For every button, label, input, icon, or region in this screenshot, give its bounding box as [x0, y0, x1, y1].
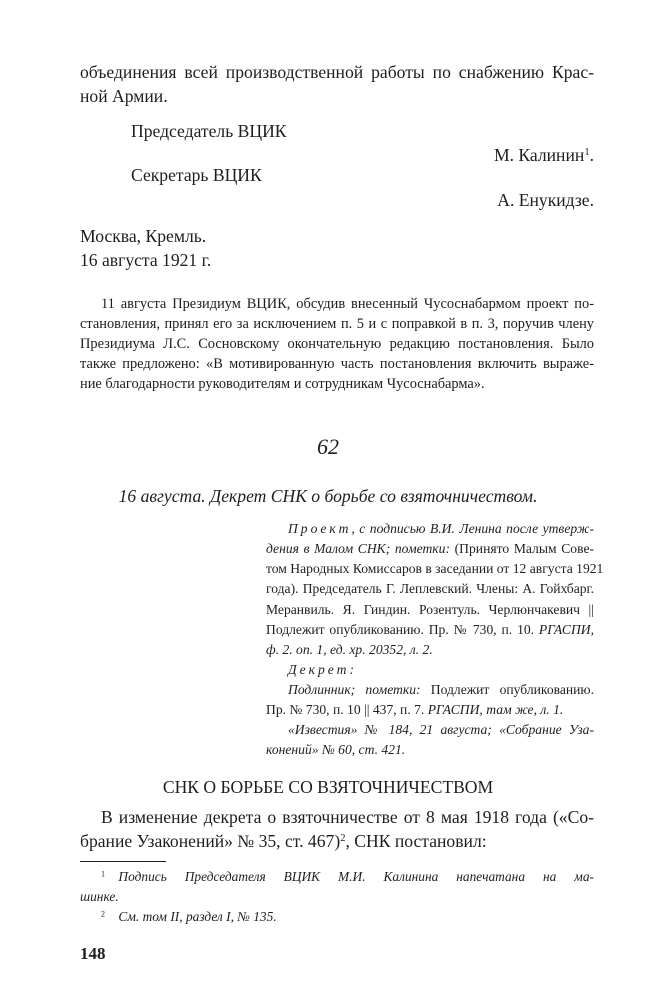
editorial-note-line: 11 августа Президиум ВЦИК, обсудив внесенный Чусоснабармом проект по-	[101, 296, 594, 312]
footnote-divider	[80, 861, 166, 862]
body-text-line: ной Армии.	[80, 86, 168, 106]
editorial-note-line: также предложено: «В мотивированную часть постановления включить выраже-	[80, 356, 594, 372]
source-note-line: Меранвиль. Я. Гиндин. Розентуль. Черлюнчакевич ||	[266, 602, 594, 617]
footnote-1: $^1$ Подпись Председателя ВЦИК М.И. Калинина напечатана на ма-	[101, 869, 594, 884]
source-note-line: ф. 2. оп. 1, ед. хр. 20352, л. 2.	[266, 642, 433, 657]
signature-chair-title: Председатель ВЦИК	[131, 121, 287, 141]
source-note-line: Декрет:	[288, 662, 357, 677]
source-note-line: Проект, с подписью В.И. Ленина после утверж-	[288, 521, 594, 536]
footnote-mark: 1	[584, 147, 590, 159]
decree-text-line: В изменение декрета о взяточничестве от 8 мая 1918 года («Со-	[101, 807, 594, 827]
signature-secretary-title: Секретарь ВЦИК	[131, 165, 262, 185]
source-note-line: Подлежит опубликованию. Пр. № 730, п. 10. РГАСПИ,	[266, 622, 594, 637]
signature-chair-name: М. Калинин$^1$.	[493, 145, 594, 165]
signature-secretary-name: А. Енукидзе.	[497, 190, 594, 210]
decree-text-line: брание Узаконений» № 35, ст. 467)$^2$, СНК постановил:	[80, 831, 487, 851]
date: 16 августа 1921 г.	[80, 250, 212, 270]
editorial-note-line: ние благодарности руководителям и сотрудникам Чусоснабарма».	[80, 376, 485, 392]
source-note-line: «Известия» № 184, 21 августа; «Собрание Уза-	[288, 722, 594, 737]
document-heading: 16 августа. Декрет СНК о борьбе со взяточничеством.	[118, 486, 538, 506]
editorial-note-line: становления, принял его за исключением п. 5 и с поправкой в п. 3, поручив члену	[80, 316, 594, 332]
footnote-2: $^2$ См. том II, раздел I, № 135.	[101, 909, 277, 924]
source-note-line: том Народных Комиссаров в заседании от 12 августа 1921	[266, 561, 604, 576]
editorial-note-line: Президиума Л.С. Сосновскому окончательную редакцию постановления. Было	[80, 336, 594, 352]
footnote-mark: 2	[340, 833, 346, 845]
page-number: 148	[80, 944, 106, 963]
body-text-line: объединения всей производственной работы по снабжению Крас-	[80, 62, 594, 82]
source-note-line: года). Председатель Г. Леплевский. Члены: А. Гойхбарг.	[266, 581, 594, 596]
source-note-line: конений» № 60, ст. 421.	[266, 742, 406, 757]
source-note-line: Пр. № 730, п. 10 || 437, п. 7. РГАСПИ, там же, л. 1.	[266, 702, 564, 717]
document-number: 62	[317, 434, 339, 459]
place: Москва, Кремль.	[80, 226, 207, 246]
decree-title: СНК О БОРЬБЕ СО ВЗЯТОЧНИЧЕСТВОМ	[162, 777, 494, 797]
source-note-line: дения в Малом СНК; пометки: (Принято Малым Сове-	[266, 541, 595, 556]
source-note-line: Подлинник; пометки: Подлежит опубликованию.	[288, 682, 594, 697]
footnote-1-cont: шинке.	[80, 889, 119, 904]
